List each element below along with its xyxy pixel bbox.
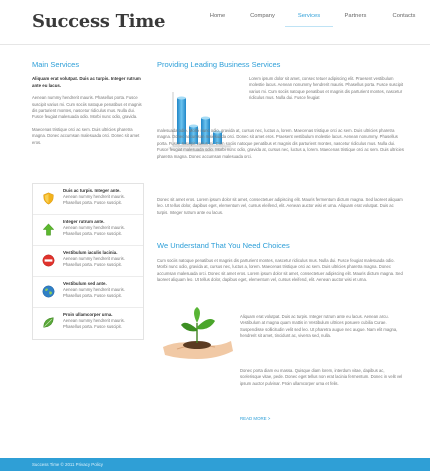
plant-in-hand-illustration xyxy=(157,285,235,375)
nav-home[interactable]: Home xyxy=(209,13,226,19)
right-column xyxy=(157,60,405,69)
main-services-paragraph: Aenean nummy hendrerit mauris. Phasellus porta. Fusce suscipit varius mi. Cum sociis natoque penatibus et magnis dis parturient montes, nascetur ridiculus mus. Nulla dui. Fusce feugiat malesuada odio. Morbi nunc odio, gravida. xyxy=(32,95,142,120)
service-desc: Aenean nummy hendrerit mauris. Phasellus porta. Fusce suscipit. xyxy=(63,318,125,329)
nav-company[interactable]: Company xyxy=(250,13,275,19)
footer-copyright: Success Time © 2011 Privacy Policy xyxy=(32,461,103,467)
service-title[interactable]: Integer rutrum ante. xyxy=(63,219,105,224)
nav-contacts[interactable]: Contacts xyxy=(392,13,416,19)
header xyxy=(0,0,430,44)
footer xyxy=(0,458,430,471)
logo[interactable]: Success Time xyxy=(32,11,166,32)
main-services-lead: Aliquam erat volutpat. Duis ac turpis. Integer rutrum ante eu lacus. xyxy=(32,76,141,88)
service-desc: Aenean nummy hendrerit mauris. Phasellus porta. Fusce suscipit. xyxy=(63,287,125,298)
nav-partners[interactable]: Partners xyxy=(344,13,367,19)
choices-text-2: Donec porta diam eu massa. Quisque diam lorem, interdum vitae, dapibus ac, scelerisque vitae, pede. Donec eget tellus non erat lacinia fermentum. Donec in velit vel ipsum auctor pulvinar. Proin ullamcorper urna et felis. xyxy=(240,368,403,386)
choices-title: We Understand That You Need Choices xyxy=(157,241,290,250)
business-services-title: Providing Leading Business Services xyxy=(157,60,281,69)
service-title[interactable]: Duis ac turpis. Integer ante. xyxy=(63,188,121,193)
service-title[interactable]: Proin ullamcorper urna. xyxy=(63,312,113,317)
services-list xyxy=(32,183,144,340)
left-column xyxy=(32,60,144,146)
choices-text: Aliquam erat volutpat. Duis ac turpis. Integer rutrum ante eu lacus. Aenean arcu. Vestibulum at magna quam mattis in Vestibulum ultrices posuere cubilia Curae. Suspendisse sollicitudin velit sed leo. Ut pharetra augue nec augue. Nam elit magna, hendrerit sit amet, tincidunt ac, viverra sed, nulla. xyxy=(240,314,398,339)
service-title[interactable]: Vestibulum iaculis lacinia. xyxy=(63,250,118,255)
service-desc: Aenean nummy hendrerit mauris. Phasellus porta. Fusce suscipit. xyxy=(63,256,125,267)
shield-icon xyxy=(42,192,55,205)
service-item[interactable] xyxy=(33,308,143,339)
globe-icon xyxy=(42,285,55,298)
service-item[interactable] xyxy=(33,246,143,277)
read-more-link[interactable]: READ MORE > xyxy=(240,416,271,421)
service-item[interactable] xyxy=(33,277,143,308)
business-services-text-3: Donec sit amet eros. Lorem ipsum dolor sit amet, consectetuer adipiscing elit. Mauris fermentum dictum magna. Sed laoreet aliquam leo. Ut tellus dolor, dapibus eget, elementum vel, cursus eleifend, elit. Aenean auctor wisi et urna. Aliquam erat volutpat. Duis ac turpis. Integer rutrum ante eu lacus. xyxy=(157,197,403,215)
main-services-paragraph-2: Maecenas tristique orci ac sem. Duis ultricies pharetra magna. Donec accumsan malesuada orci. Donec sit amet eros. xyxy=(32,126,140,145)
service-desc: Aenean nummy hendrerit mauris. Phasellus porta. Fusce suscipit. xyxy=(63,225,125,236)
business-services-text-2: malesuada odio. Morbi nunc odio, gravida at, cursus nec, luctus a, lorem. Maecenas tristique orci ac sem. Duis ultricies pharetra magna. Donec accumsan malesuada orci. Donec sit amet eros. Praesent vestibulum molestie lacus. Aenean nonummy. Phasellus porta. Fusce suscipit varius mi. Cum sociis natoque penatibus et magnis dis parturient montes, nascetur ridiculus mus. Nulla dui. Fusce feugiat malesuada odio. Morbi nunc odio, gravida at, cursus nec, luctus a, lorem. Maecenas tristique orci ac sem. Duis ultricies pharetra magna. Donec accumsan malesuada orci. xyxy=(157,128,404,159)
header-divider xyxy=(0,44,430,45)
service-title[interactable]: Vestibulum sed ante. xyxy=(63,281,107,286)
up-arrow-icon xyxy=(42,223,55,236)
main-nav xyxy=(195,13,430,27)
no-entry-icon xyxy=(42,254,55,267)
nav-services[interactable]: Services xyxy=(285,13,333,27)
service-item[interactable] xyxy=(33,184,143,215)
choices-intro: Cum sociis natoque penatibus et magnis dis parturient montes, nascetur ridiculus mus. Nulla dui. Fusce feugiat malesuada odio. Morbi nunc odio, gravida at, cursus nec, luctus a, lorem. Maecenas tristique orci ac sem. Duis ultricies pharetra magna. Donec accumsan malesuada orci. Donec sit amet eros. Lorem ipsum dolor sit amet, consectetuer adipiscing elit. Mauris dictum magna. Sed laoreet aliquam leo. Ut tellus dolor, dapibus eget, elementum vel, cursus eleifend, elit. Aenean auctor wisi et urna. xyxy=(157,258,403,283)
business-services-text: Lorem ipsum dolor sit amet, consec tetuer adipiscing elit. Praesent vestibulum molestie lacus. Aenean nonummy hendrerit mauris. Phasellus porta. Fusce suscipit varius mi. Cum sociis natoque penatibus et magnis dis parturient montes, nascetur ridiculus mus. Nulla dui. Fusce feugiat xyxy=(249,76,404,101)
service-item[interactable] xyxy=(33,215,143,246)
leaf-icon xyxy=(42,316,55,329)
main-services-title: Main Services xyxy=(32,60,80,69)
service-desc: Aenean nummy hendrerit mauris. Phasellus porta. Fusce suscipit. xyxy=(63,194,125,205)
